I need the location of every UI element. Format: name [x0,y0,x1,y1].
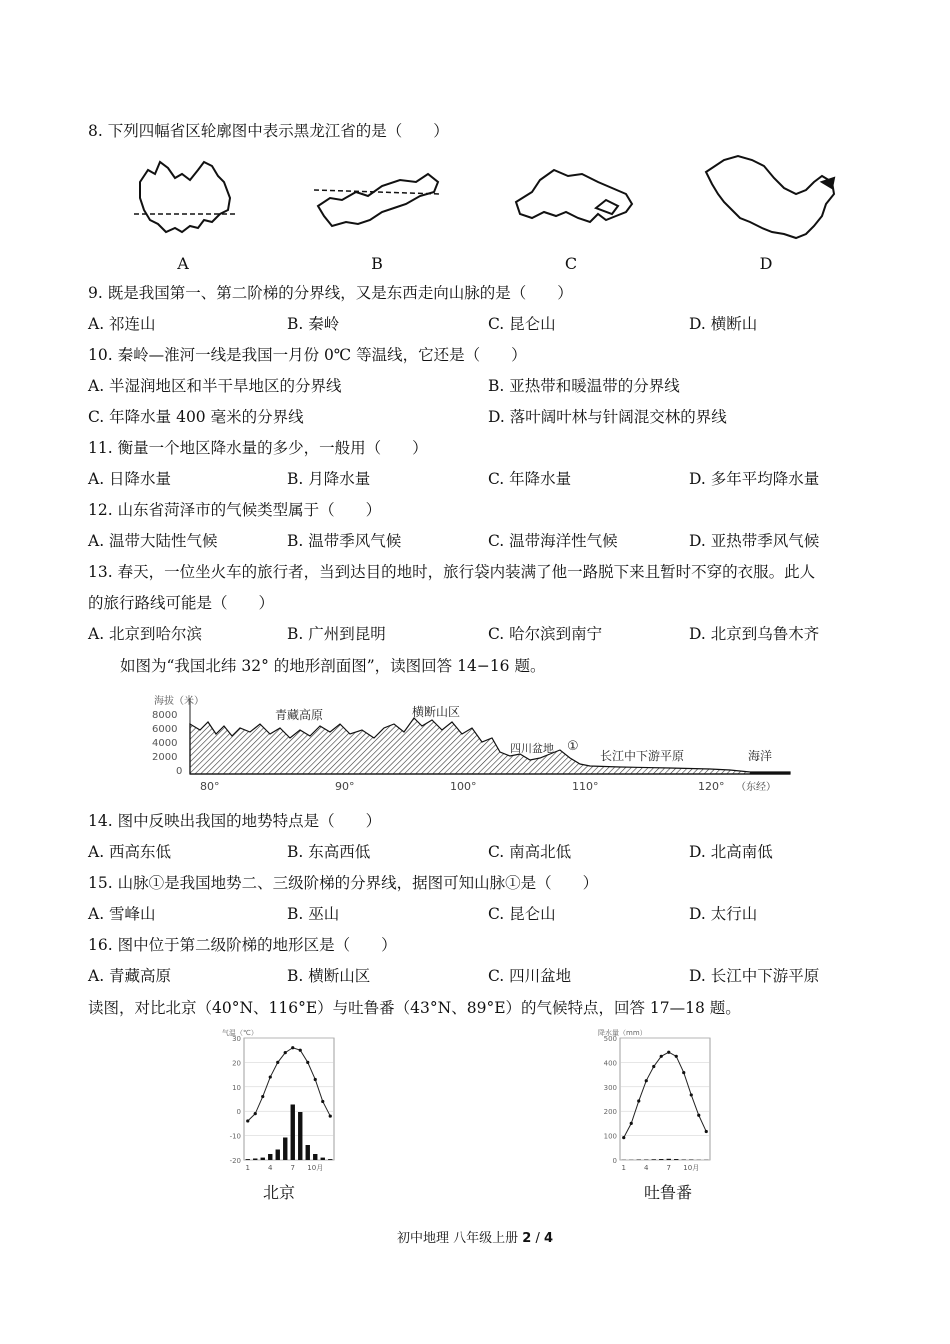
outline-a [134,162,236,232]
turpan-temp-point [705,1130,708,1133]
q10-option-b: B. 亚热带和暖温带的分界线 [488,377,680,395]
q13-option-c: C. 哈尔滨到南宁 [488,625,603,643]
profile-region-hengduan: 横断山区 [412,705,461,719]
outline-d [706,156,834,238]
turpan-y-tick: 400 [603,1059,617,1068]
turpan-temp-point [622,1136,625,1139]
q10-option-c: C. 年降水量 400 毫米的分界线 [88,408,304,426]
profile-x-tick-110: 110° [572,780,599,793]
q14-option-c: C. 南高北低 [488,843,572,861]
page-footer [0,1227,950,1246]
q15-stem: 15. 山脉①是我国地势二、三级阶梯的分界线，据图可知山脉①是（ ） [88,874,599,892]
turpan-temp-point [682,1071,685,1074]
profile-y-tick-8000: 8000 [152,710,178,721]
turpan-temp-point [667,1051,670,1054]
beijing-precip-bar [291,1105,295,1161]
profile-region-qingzang: 青藏高原 [275,708,324,722]
q12-option-a: A. 温带大陆性气候 [88,532,218,550]
q11-option-a: A. 日降水量 [88,470,172,488]
profile-x-tick-80: 80° [200,780,220,793]
beijing-precip-bar [276,1150,280,1161]
profile-x-tick-120: 120° [698,780,725,793]
q15-option-a: A. 雪峰山 [88,905,156,923]
turpan-y-tick: 0 [612,1157,617,1165]
terrain-profile [150,694,800,804]
climate-chart-turpan [596,1028,726,1174]
q14-option-a: A. 西高东低 [88,843,172,861]
beijing-precip-bar [268,1154,272,1160]
beijing-temp-point [314,1078,317,1081]
outline-c [516,170,632,222]
turpan-precip-bar [674,1159,678,1160]
q16-option-a: A. 青藏高原 [88,967,172,985]
turpan-y-tick: 300 [603,1083,617,1092]
q9-option-b: B. 秦岭 [287,315,340,333]
beijing-x-tick: 1 [245,1164,250,1172]
turpan-temp-line [624,1052,707,1137]
turpan-precip-bar [652,1159,656,1160]
footer-page-total: 4 [543,1231,554,1246]
profile-y-title: 海拔（米） [154,696,204,707]
profile-x-tick-90: 90° [335,780,355,793]
q8-stem: 8. 下列四幅省区轮廓图中表示黑龙江省的是（ ） [88,122,449,140]
beijing-temp-point [329,1114,332,1117]
beijing-temp-point [254,1112,257,1115]
caption-c: C [564,254,578,273]
turpan-temp-point [652,1065,655,1068]
beijing-frame [244,1038,334,1160]
q11-option-d: D. 多年平均降水量 [689,470,820,488]
q12-stem: 12. 山东省菏泽市的气候类型属于（ ） [88,501,382,519]
q14-option-d: D. 北高南低 [689,843,773,861]
turpan-x-tick: 7 [666,1164,671,1172]
q9-stem: 9. 既是我国第一、第二阶梯的分界线，又是东西走向山脉的是（ ） [88,284,573,302]
beijing-temp-point [246,1119,249,1122]
profile-region-sichuan: 四川盆地 [510,742,554,755]
beijing-x-tick: 7 [290,1164,295,1172]
beijing-precip-bar [328,1159,332,1160]
turpan-y-tick: 500 [603,1035,617,1043]
footer-text: 初中地理 八年级上册 [396,1231,519,1246]
beijing-temp-point [284,1051,287,1054]
q13-option-b: B. 广州到昆明 [287,625,386,643]
beijing-precip-bar [298,1112,302,1160]
q14-stem: 14. 图中反映出我国的地势特点是（ ） [88,812,382,830]
profile-y-tick-2000: 2000 [152,752,178,763]
q9-option-a: A. 祁连山 [88,315,156,333]
q16-stem: 16. 图中位于第二级阶梯的地形区是（ ） [88,936,397,954]
q12-option-d: D. 亚热带季风气候 [689,532,820,550]
terrain-fill [190,718,790,774]
q15-option-d: D. 太行山 [689,905,758,923]
profile-x-tick-100: 100° [450,780,477,793]
profile-intro: 如图为“我国北纬 32° 的地形剖面图”，读图回答 14−16 题。 [120,657,546,675]
turpan-temp-point [690,1093,693,1096]
turpan-x-tick: 1 [621,1164,626,1172]
q11-stem: 11. 衡量一个地区降水量的多少，一般用（ ） [88,439,428,457]
turpan-precip-bar [659,1159,663,1160]
q15-option-c: C. 昆仑山 [488,905,556,923]
turpan-ylabel: 降水量（mm） [598,1029,647,1037]
q12-option-c: C. 温带海洋性气候 [488,532,618,550]
beijing-y-tick: 10 [232,1083,241,1092]
climate-chart-beijing [220,1028,350,1174]
outline-b [314,174,440,226]
footer-separator: / [535,1231,540,1246]
beijing-temp-point [306,1061,309,1064]
chart-title-turpan: 吐鲁番 [643,1183,692,1202]
turpan-temp-point [697,1114,700,1117]
beijing-y-tick: -20 [229,1157,241,1165]
q9-option-c: C. 昆仑山 [488,315,556,333]
q12-option-b: B. 温带季风气候 [287,532,402,550]
beijing-x-tick: 10月 [307,1164,324,1172]
q9-option-d: D. 横断山 [689,315,758,333]
profile-y-tick-4000: 4000 [152,738,178,749]
beijing-y-tick: -10 [229,1132,241,1141]
q16-option-d: D. 长江中下游平原 [689,967,820,985]
beijing-y-tick: 30 [232,1035,241,1043]
turpan-x-tick: 10月 [683,1164,700,1172]
turpan-temp-point [660,1055,663,1058]
turpan-temp-point [637,1099,640,1102]
beijing-ylabel: 气温（℃） [222,1029,258,1037]
beijing-precip-bar [283,1138,287,1161]
province-outlines [120,152,840,252]
beijing-temp-line [248,1048,331,1121]
q10-option-d: D. 落叶阔叶林与针阔混交林的界线 [488,408,727,426]
turpan-temp-point [675,1055,678,1058]
profile-y-tick-6000: 6000 [152,724,178,735]
turpan-temp-point [645,1079,648,1082]
beijing-temp-point [299,1049,302,1052]
q16-option-c: C. 四川盆地 [488,967,572,985]
q10-stem: 10. 秦岭—淮河一线是我国一月份 0℃ 等温线，它还是（ ） [88,346,527,364]
beijing-temp-point [261,1095,264,1098]
q13-option-a: A. 北京到哈尔滨 [88,625,203,643]
turpan-y-tick: 100 [603,1132,617,1141]
climate-intro: 读图，对比北京（40°N、116°E）与吐鲁番（43°N、89°E）的气候特点，回答 17—18 题。 [88,999,741,1017]
caption-a: A [177,254,189,273]
turpan-frame [620,1038,710,1160]
q13-option-d: D. 北京到乌鲁木齐 [689,625,820,643]
beijing-precip-bar [313,1154,317,1160]
chart-title-beijing: 北京 [262,1183,295,1202]
turpan-temp-point [630,1122,633,1125]
q11-option-b: B. 月降水量 [287,470,371,488]
beijing-precip-bar [321,1158,325,1160]
beijing-temp-point [269,1075,272,1078]
turpan-x-tick: 4 [644,1164,649,1172]
q13-stem-line2: 的旅行路线可能是（ ） [88,594,275,612]
beijing-precip-bar [261,1158,265,1160]
beijing-temp-point [276,1061,279,1064]
q10-option-a: A. 半湿润地区和半干旱地区的分界线 [88,377,342,395]
beijing-precip-bar [246,1159,250,1160]
q15-option-b: B. 巫山 [287,905,340,923]
beijing-y-tick: 20 [232,1059,241,1068]
footer-page-number: 2 [522,1231,532,1246]
beijing-y-tick: 0 [236,1108,241,1117]
caption-d: D [759,254,773,273]
turpan-precip-bar [667,1159,671,1160]
profile-x-end: （东经） [736,782,776,793]
beijing-precip-bar [253,1159,257,1161]
beijing-temp-point [291,1046,294,1049]
profile-region-changjiang: 长江中下游平原 [600,749,685,763]
beijing-precip-bar [306,1145,310,1160]
profile-marker: ① [567,739,579,754]
beijing-temp-point [321,1100,324,1103]
profile-region-ocean: 海洋 [748,749,773,763]
q13-stem-line1: 13. 春天，一位坐火车的旅行者，当到达目的地时，旅行袋内装满了他一路脱下来且暂时不穿的衣服。此人 [88,563,816,581]
caption-b: B [371,254,383,273]
profile-y-tick-0: 0 [176,766,183,777]
q11-option-c: C. 年降水量 [488,470,572,488]
turpan-y-tick: 200 [603,1108,617,1117]
beijing-x-tick: 4 [268,1164,273,1172]
q16-option-b: B. 横断山区 [287,967,371,985]
q14-option-b: B. 东高西低 [287,843,371,861]
